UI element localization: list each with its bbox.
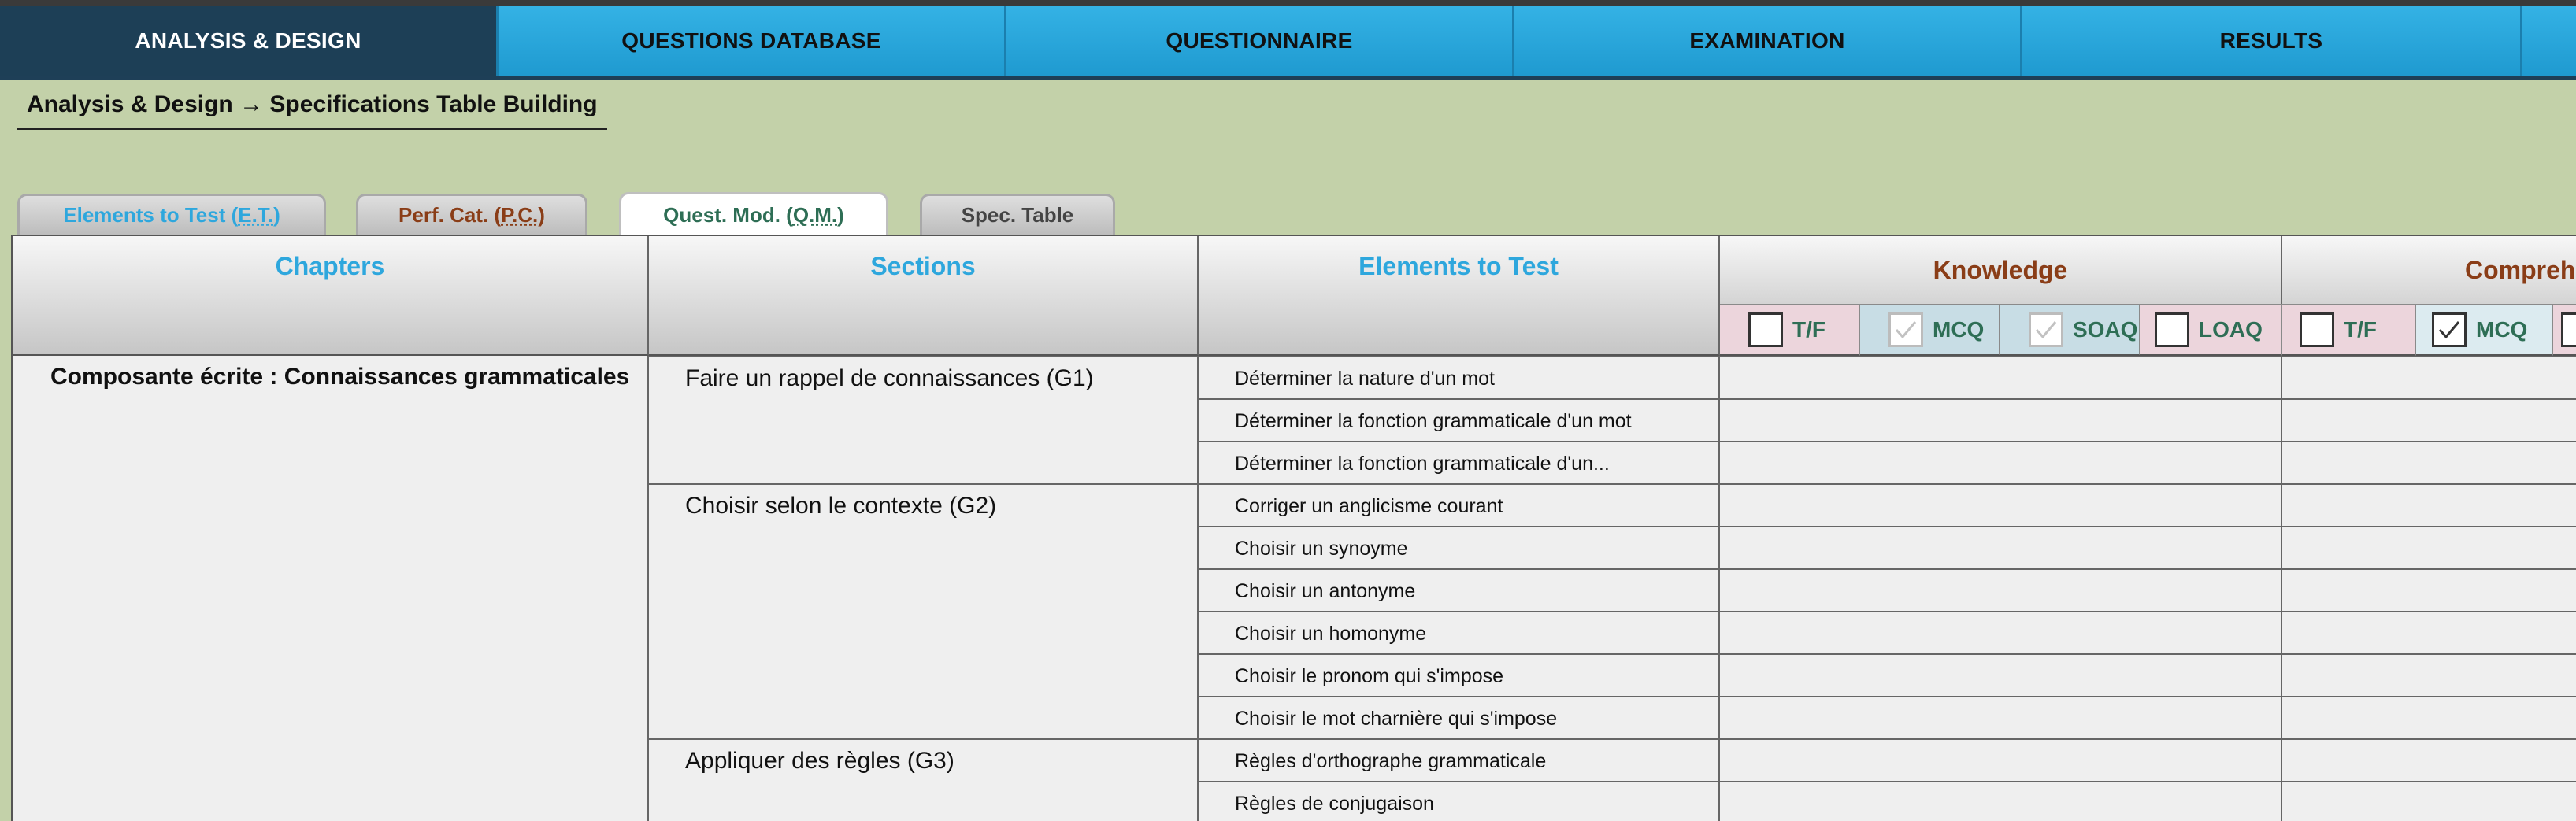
comprehension-cell[interactable] [2282,655,2576,697]
element-label: Choisir le mot charnière qui s'impose [1199,697,1720,740]
tab-label: Elements to Test ( [63,203,239,227]
model-comprehension-overflow [2553,304,2576,356]
element-label: Déterminer la fonction grammaticale d'un... [1199,442,1720,485]
section-cell [649,738,1199,821]
section-cell [649,483,1199,738]
checkbox-knowledge-mcq[interactable] [1888,312,1923,347]
element-label: Choisir un antonyme [1199,570,1720,612]
table-row [1199,356,2576,398]
specifications-table [11,235,2576,821]
tab-suffix: ) [837,203,844,227]
chapter-cell [13,356,649,821]
model-knowledge-soaq [2000,304,2140,356]
comprehension-cell[interactable] [2282,782,2576,821]
table-row [1199,526,2576,568]
comprehension-cell[interactable] [2282,527,2576,570]
knowledge-cell[interactable] [1720,782,2282,821]
comprehension-cell[interactable] [2282,697,2576,740]
tab-label: Perf. Cat. ( [398,203,502,227]
model-label: LOAQ [2199,317,2263,342]
nav-questionnaire[interactable]: QUESTIONNAIRE [1006,6,1514,76]
model-knowledge-tf [1720,304,1860,356]
column-header-elements: Elements to Test [1199,236,1720,356]
element-label: Déterminer la nature d'un mot [1199,357,1720,400]
knowledge-cell[interactable] [1720,697,2282,740]
tab-abbr: Q.M. [792,203,838,227]
group-header-comprehension: Compreh [2282,236,2576,304]
section-cell [649,356,1199,483]
element-label: Choisir le pronom qui s'impose [1199,655,1720,697]
table-row [1199,653,2576,696]
comprehension-cell[interactable] [2282,570,2576,612]
checkbox-knowledge-tf[interactable] [1748,312,1783,347]
column-header-chapters: Chapters [13,236,649,356]
knowledge-cell[interactable] [1720,442,2282,485]
tab-performance-categories[interactable] [356,194,587,235]
checkbox-knowledge-soaq[interactable] [2029,312,2063,347]
model-label: MCQ [2476,317,2528,342]
tab-label: Spec. Table [961,203,1074,227]
check-icon [1892,316,1919,343]
element-label: Règles de conjugaison [1199,782,1720,821]
knowledge-cell[interactable] [1720,612,2282,655]
column-header-sections: Sections [649,236,1199,356]
tab-spec-table[interactable] [920,194,1115,235]
model-label: T/F [2344,317,2377,342]
table-row [1199,696,2576,738]
knowledge-cell[interactable] [1720,400,2282,442]
breadcrumb: Analysis & Design → Specifications Table Building [17,88,607,130]
model-label: MCQ [1933,317,1985,342]
nav-analysis-design[interactable]: ANALYSIS & DESIGN [0,6,499,76]
element-label: Déterminer la fonction grammaticale d'un mot [1199,400,1720,442]
checkbox-knowledge-loaq[interactable] [2155,312,2189,347]
table-row [1199,781,2576,821]
element-label: Choisir un homonyme [1199,612,1720,655]
tab-question-models[interactable] [619,192,888,236]
check-icon [2033,316,2059,343]
tab-suffix: ) [538,203,545,227]
table-row [1199,568,2576,611]
element-label: Choisir un synoyme [1199,527,1720,570]
knowledge-cell[interactable] [1720,357,2282,400]
tab-elements-to-test[interactable] [17,194,326,235]
group-header-knowledge: Knowledge [1720,236,2282,304]
knowledge-cell[interactable] [1720,485,2282,527]
comprehension-cell[interactable] [2282,740,2576,782]
table-row [1199,441,2576,483]
comprehension-cell[interactable] [2282,357,2576,400]
comprehension-cell[interactable] [2282,400,2576,442]
checkbox-comprehension-partial[interactable] [2561,312,2576,347]
element-label: Règles d'orthographe grammaticale [1199,740,1720,782]
table-row [1199,738,2576,781]
comprehension-cell[interactable] [2282,485,2576,527]
model-comprehension-tf [2282,304,2416,356]
tab-abbr: E.T. [238,203,274,227]
tab-label: Quest. Mod. ( [663,203,793,227]
nav-examination[interactable]: EXAMINATION [1514,6,2022,76]
check-icon [2436,316,2463,343]
comprehension-cell[interactable] [2282,612,2576,655]
checkbox-comprehension-mcq[interactable] [2432,312,2467,347]
section-label: Choisir selon le contexte (G2) [685,493,997,519]
element-label: Corriger un anglicisme courant [1199,485,1720,527]
knowledge-cell[interactable] [1720,570,2282,612]
knowledge-cell[interactable] [1720,527,2282,570]
section-label: Appliquer des règles (G3) [685,748,954,774]
checkbox-comprehension-tf[interactable] [2300,312,2334,347]
model-knowledge-mcq [1860,304,2000,356]
chapter-label: Composante écrite : Connaissances grammaticales [50,364,630,390]
table-row [1199,398,2576,441]
table-row [1199,483,2576,526]
knowledge-cell[interactable] [1720,655,2282,697]
section-label: Faire un rappel de connaissances (G1) [685,365,1094,391]
knowledge-cell[interactable] [1720,740,2282,782]
model-label: SOAQ [2073,317,2138,342]
model-label: T/F [1792,317,1825,342]
main-navigation [0,6,2576,80]
model-comprehension-mcq [2416,304,2553,356]
table-row [1199,611,2576,653]
tab-abbr: P.C. [501,203,539,227]
nav-questions-database[interactable]: QUESTIONS DATABASE [499,6,1006,76]
nav-results[interactable]: RESULTS [2022,6,2522,76]
window-top-strip [0,0,2576,6]
tab-suffix: ) [273,203,280,227]
comprehension-cell[interactable] [2282,442,2576,485]
model-knowledge-loaq [2140,304,2282,356]
nav-overflow-item[interactable] [2522,6,2576,76]
